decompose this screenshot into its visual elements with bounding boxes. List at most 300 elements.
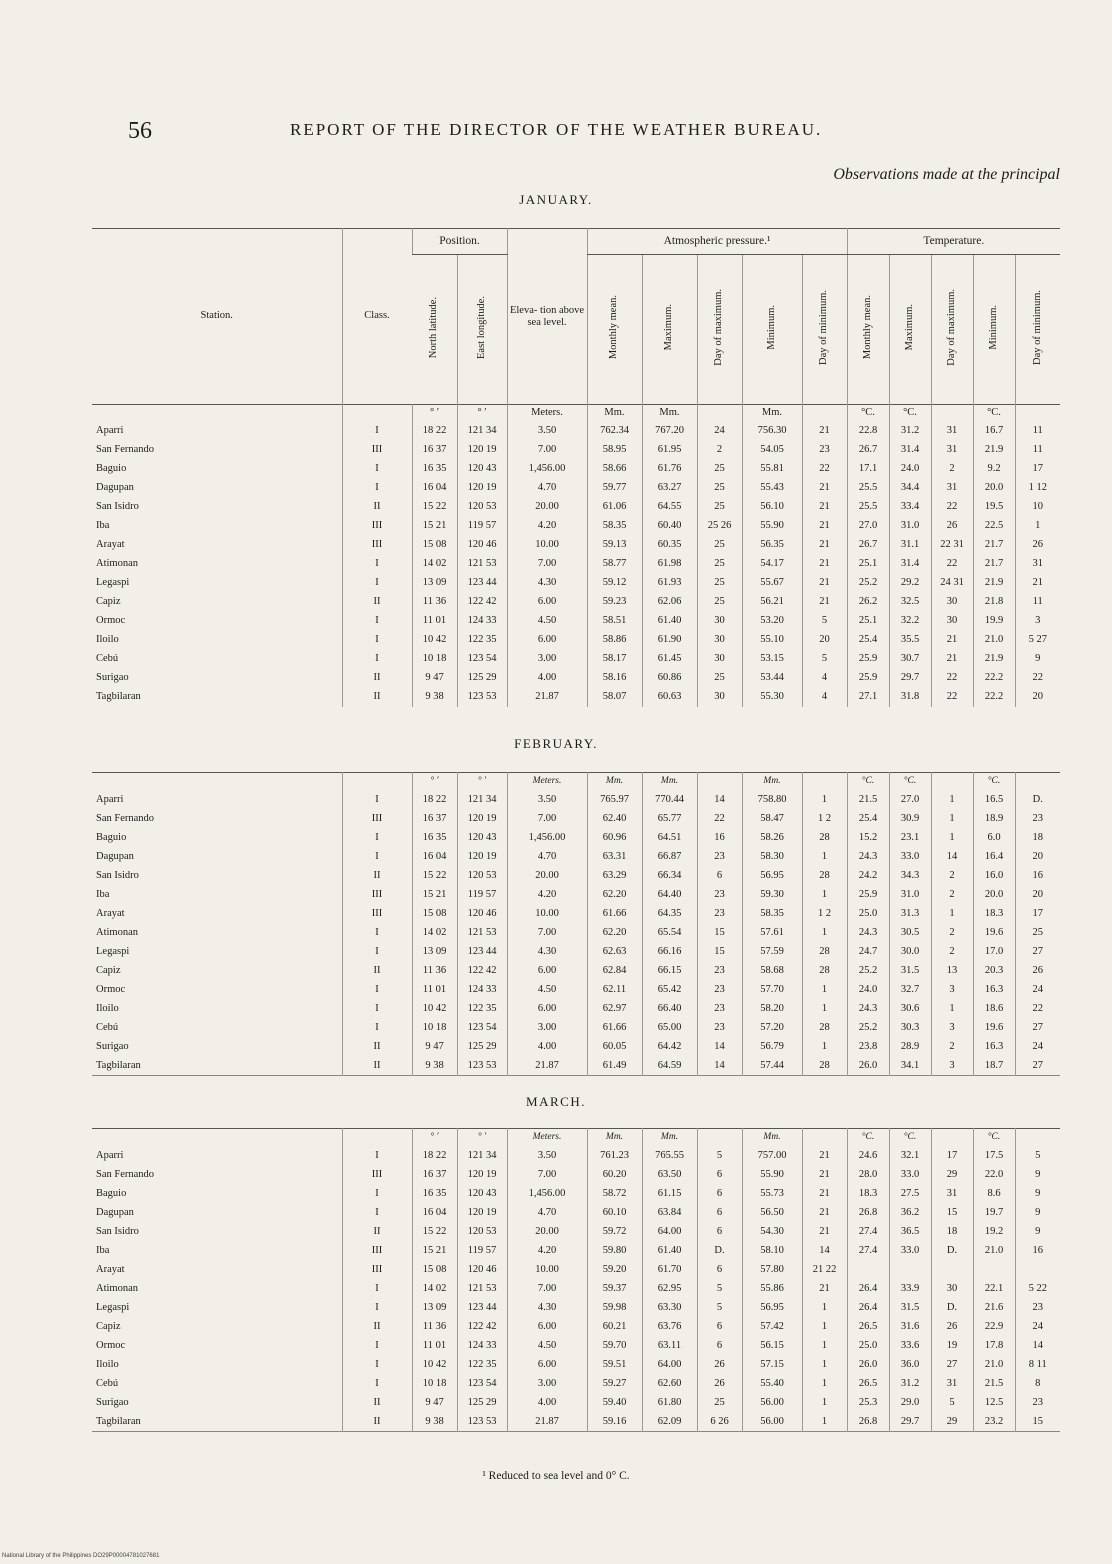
unit-cell	[342, 1129, 412, 1147]
pressure-monthly-mean-cell: 761.23	[587, 1147, 642, 1166]
temperature-monthly-mean-cell: 24.3	[847, 848, 889, 867]
station-cell: Tagbilaran	[96, 1415, 141, 1427]
north-latitude-cell: 15 21	[412, 1242, 457, 1261]
temperature-day-of-minimum-cell: 25	[1015, 924, 1060, 943]
station-cell: Dagupan	[96, 1206, 134, 1218]
table-row	[92, 1299, 1060, 1318]
pressure-maximum-cell: 765.55	[642, 1147, 697, 1166]
footnote: ¹ Reduced to sea level and 0° C.	[482, 1470, 630, 1482]
table-row	[92, 1337, 1060, 1356]
north-latitude-cell: 15 22	[412, 1223, 457, 1242]
class-cell: I	[342, 848, 412, 867]
east-longitude-cell: 124 33	[457, 981, 507, 1000]
station-cell: Surigao	[96, 1396, 129, 1408]
pressure-day-of-minimum-cell: 21	[802, 1166, 847, 1185]
east-longitude-cell: 119 57	[457, 1242, 507, 1261]
temperature-maximum-cell: 35.5	[889, 631, 931, 650]
pressure-monthly-mean-cell: 62.63	[587, 943, 642, 962]
temperature-day-of-minimum-cell: 9	[1015, 1185, 1060, 1204]
pressure-minimum-cell: 55.40	[742, 1375, 802, 1394]
north-latitude-cell: 9 47	[412, 1394, 457, 1413]
temperature-day-of-minimum-cell: 8 11	[1015, 1356, 1060, 1375]
unit-cell	[342, 404, 412, 422]
temperature-maximum-cell: 30.0	[889, 943, 931, 962]
pressure-monthly-mean-cell: 59.23	[587, 593, 642, 612]
temperature-monthly-mean-cell: 28.0	[847, 1166, 889, 1185]
north-latitude-cell: 16 37	[412, 441, 457, 460]
temperature-day-of-minimum-cell: 8	[1015, 1375, 1060, 1394]
pressure-minimum-cell: 55.90	[742, 517, 802, 536]
station-cell: Legaspi	[96, 1301, 130, 1313]
pressure-monthly-mean-cell: 58.72	[587, 1185, 642, 1204]
temperature-minimum-cell: 21.0	[973, 631, 1015, 650]
elevation-cell: 4.00	[507, 669, 587, 688]
temperature-monthly-mean-cell: 23.8	[847, 1038, 889, 1057]
elevation-cell: 10.00	[507, 905, 587, 924]
north-latitude-cell: 14 02	[412, 924, 457, 943]
temperature-maximum-cell: 31.3	[889, 905, 931, 924]
temperature-day-of-maximum-cell: 17	[931, 1147, 973, 1166]
pressure-minimum-cell: 756.30	[742, 422, 802, 441]
pressure-minimum-cell: 57.20	[742, 1019, 802, 1038]
pressure-day-of-maximum-cell: 6	[697, 1166, 742, 1185]
pressure-day-of-maximum-cell: 23	[697, 1000, 742, 1019]
table-row	[92, 1019, 1060, 1038]
pressure-monthly-mean-cell: 59.51	[587, 1356, 642, 1375]
temperature-monthly-mean-cell: 27.4	[847, 1223, 889, 1242]
station-cell: Atimonan	[96, 926, 138, 938]
pressure-day-of-minimum-cell: 21	[802, 1223, 847, 1242]
north-latitude-cell: 16 35	[412, 829, 457, 848]
temperature-day-of-maximum-cell: 14	[931, 848, 973, 867]
table-row	[92, 1166, 1060, 1185]
unit-cell: °C.	[889, 1129, 931, 1147]
temperature-maximum-cell: 23.1	[889, 829, 931, 848]
unit-cell: ° ′	[457, 1129, 507, 1147]
pressure-minimum-cell: 757.00	[742, 1147, 802, 1166]
pressure-maximum-cell: 66.15	[642, 962, 697, 981]
temperature-day-of-minimum-cell: 27	[1015, 1019, 1060, 1038]
pressure-day-of-maximum-cell: 26	[697, 1356, 742, 1375]
elevation-header: Eleva- tion above sea level.	[507, 229, 587, 405]
pressure-minimum-cell: 58.47	[742, 810, 802, 829]
station-cell: Baguio	[96, 463, 127, 475]
table-row	[92, 924, 1060, 943]
running-head: REPORT OF THE DIRECTOR OF THE WEATHER BUREAU.	[290, 120, 823, 139]
temperature-day-of-maximum-cell: 31	[931, 1185, 973, 1204]
unit-cell: Mm.	[587, 404, 642, 422]
temperature-minimum-cell: 19.5	[973, 498, 1015, 517]
temperature-day-of-minimum-cell: 26	[1015, 536, 1060, 555]
east-longitude-header: East longitude.	[475, 295, 487, 359]
pressure-monthly-mean-cell: 58.66	[587, 460, 642, 479]
pressure-monthly-mean-cell: 59.80	[587, 1242, 642, 1261]
east-longitude-cell: 122 35	[457, 1000, 507, 1019]
pressure-minimum-cell: 59.30	[742, 886, 802, 905]
pressure-maximum-cell: 63.76	[642, 1318, 697, 1337]
north-latitude-cell: 18 22	[412, 791, 457, 810]
pressure-maximum-cell: 65.42	[642, 981, 697, 1000]
temperature-day-of-minimum-cell: 5 22	[1015, 1280, 1060, 1299]
temperature-monthly-mean-cell: 26.5	[847, 1375, 889, 1394]
pressure-day-of-minimum-cell: 5	[802, 650, 847, 669]
pressure-day-of-minimum-cell: 28	[802, 962, 847, 981]
unit-cell	[92, 404, 342, 422]
pressure-maximum-cell: 767.20	[642, 422, 697, 441]
pressure-monthly-mean-cell: 59.72	[587, 1223, 642, 1242]
unit-cell: °C.	[973, 773, 1015, 791]
temperature-day-of-minimum-cell: 11	[1015, 422, 1060, 441]
temperature-day-of-maximum-cell: 22	[931, 498, 973, 517]
pressure-monthly-mean-cell: 60.20	[587, 1166, 642, 1185]
elevation-cell: 6.00	[507, 962, 587, 981]
february-table	[92, 772, 1060, 1076]
north-latitude-cell: 16 35	[412, 1185, 457, 1204]
table-row	[92, 1185, 1060, 1204]
pressure-monthly-mean-cell: 61.66	[587, 1019, 642, 1038]
unit-cell: Mm.	[642, 404, 697, 422]
pressure-day-of-maximum-cell: 6	[697, 1185, 742, 1204]
pressure-day-of-maximum-cell: 2	[697, 441, 742, 460]
temperature-minimum-cell: 17.0	[973, 943, 1015, 962]
temperature-minimum-cell: 22.0	[973, 1166, 1015, 1185]
pressure-maximum-cell: 63.30	[642, 1299, 697, 1318]
unit-cell	[92, 773, 342, 791]
pressure-day-of-minimum-cell: 1	[802, 924, 847, 943]
temperature-maximum-cell	[889, 1261, 931, 1280]
temperature-day-of-minimum-cell: 16	[1015, 1242, 1060, 1261]
table-row	[92, 688, 1060, 707]
pressure-day-of-minimum-cell: 21 22	[802, 1261, 847, 1280]
temperature-day-of-maximum-cell: 22 31	[931, 536, 973, 555]
pressure-day-of-minimum-cell: 21	[802, 1185, 847, 1204]
temperature-monthly-mean-cell: 26.5	[847, 1318, 889, 1337]
table-row	[92, 1375, 1060, 1394]
temperature-monthly-mean-cell: 25.9	[847, 650, 889, 669]
pressure-day-of-minimum-cell: 21	[802, 1280, 847, 1299]
temperature-monthly-mean-cell: 26.8	[847, 1413, 889, 1432]
east-longitude-cell: 124 33	[457, 1337, 507, 1356]
pressure-day-of-maximum-cell: 6	[697, 1223, 742, 1242]
pressure-day-of-minimum-cell: 28	[802, 1019, 847, 1038]
pressure-day-of-maximum-cell: 26	[697, 1375, 742, 1394]
temperature-day-of-minimum-cell: 27	[1015, 1057, 1060, 1076]
pressure-maximum-cell: 65.77	[642, 810, 697, 829]
pressure-monthly-mean-cell: 59.40	[587, 1394, 642, 1413]
unit-cell	[1015, 404, 1060, 422]
pressure-day-of-minimum-cell: 1	[802, 1318, 847, 1337]
east-longitude-cell: 119 57	[457, 517, 507, 536]
pressure-day-of-minimum-cell: 21	[802, 555, 847, 574]
temperature-monthly-mean-cell: 25.4	[847, 810, 889, 829]
table-row	[92, 1147, 1060, 1166]
temperature-minimum-cell: 16.4	[973, 848, 1015, 867]
pressure-day-of-maximum-cell: 6	[697, 1261, 742, 1280]
temperature-monthly-mean-cell: 27.4	[847, 1242, 889, 1261]
class-cell: I	[342, 1204, 412, 1223]
class-cell: III	[342, 810, 412, 829]
pressure-maximum-cell: 61.76	[642, 460, 697, 479]
pressure-day-of-maximum-cell: 23	[697, 1019, 742, 1038]
table-row	[92, 1057, 1060, 1076]
unit-cell	[697, 1129, 742, 1147]
elevation-cell: 4.20	[507, 1242, 587, 1261]
pressure-monthly-mean-cell: 59.37	[587, 1280, 642, 1299]
pressure-maximum-cell: 61.80	[642, 1394, 697, 1413]
north-latitude-cell: 11 36	[412, 1318, 457, 1337]
pressure-maximum-cell: 62.95	[642, 1280, 697, 1299]
temperature-maximum-cell: 29.0	[889, 1394, 931, 1413]
temperature-day-of-maximum-cell: 26	[931, 517, 973, 536]
pressure-monthly-mean-cell: 61.49	[587, 1057, 642, 1076]
temperature-monthly-mean-cell: 25.9	[847, 669, 889, 688]
temperature-day-of-minimum-header: Day of minimum.	[1031, 289, 1043, 365]
station-cell: Iloilo	[96, 1358, 119, 1370]
elevation-cell: 4.50	[507, 1337, 587, 1356]
class-cell: I	[342, 981, 412, 1000]
unit-cell	[931, 773, 973, 791]
unit-cell	[931, 404, 973, 422]
north-latitude-cell: 9 47	[412, 669, 457, 688]
pressure-day-of-minimum-cell: 21	[802, 574, 847, 593]
temperature-day-of-minimum-cell: 26	[1015, 962, 1060, 981]
temperature-day-of-maximum-cell: D.	[931, 1242, 973, 1261]
east-longitude-cell: 123 44	[457, 574, 507, 593]
pressure-day-of-maximum-cell: 25	[697, 669, 742, 688]
pressure-maximum-cell: 66.16	[642, 943, 697, 962]
pressure-minimum-cell: 56.95	[742, 867, 802, 886]
pressure-day-of-minimum-cell: 21	[802, 1204, 847, 1223]
pressure-day-of-maximum-cell: 25	[697, 593, 742, 612]
class-cell: II	[342, 962, 412, 981]
north-latitude-cell: 11 01	[412, 1337, 457, 1356]
pressure-day-of-minimum-cell: 21	[802, 536, 847, 555]
station-cell: San Fernando	[96, 1168, 155, 1180]
temperature-day-of-minimum-cell: 3	[1015, 612, 1060, 631]
pressure-maximum-cell: 62.09	[642, 1413, 697, 1432]
elevation-cell: 6.00	[507, 1356, 587, 1375]
elevation-cell: 4.50	[507, 981, 587, 1000]
pressure-maximum-cell: 61.93	[642, 574, 697, 593]
pressure-day-of-minimum-cell: 1	[802, 1394, 847, 1413]
temperature-minimum-cell: 17.8	[973, 1337, 1015, 1356]
temperature-day-of-minimum-cell: 11	[1015, 593, 1060, 612]
pressure-monthly-mean-header: Monthly mean.	[608, 295, 620, 360]
north-latitude-cell: 11 36	[412, 593, 457, 612]
pressure-day-of-minimum-cell: 28	[802, 943, 847, 962]
pressure-minimum-cell: 53.20	[742, 612, 802, 631]
pressure-minimum-cell: 56.50	[742, 1204, 802, 1223]
pressure-minimum-cell: 57.15	[742, 1356, 802, 1375]
class-cell: I	[342, 650, 412, 669]
pressure-minimum-cell: 55.90	[742, 1166, 802, 1185]
elevation-cell: 21.87	[507, 1413, 587, 1432]
temperature-minimum-cell: 20.3	[973, 962, 1015, 981]
north-latitude-cell: 15 08	[412, 905, 457, 924]
table-row	[92, 517, 1060, 536]
pressure-monthly-mean-cell: 58.86	[587, 631, 642, 650]
temperature-day-of-minimum-cell: 11	[1015, 441, 1060, 460]
east-longitude-cell: 120 53	[457, 867, 507, 886]
temperature-monthly-mean-cell: 26.0	[847, 1356, 889, 1375]
pressure-maximum-cell: 61.45	[642, 650, 697, 669]
temperature-maximum-cell: 31.5	[889, 1299, 931, 1318]
station-cell: Iloilo	[96, 634, 119, 646]
class-cell: I	[342, 574, 412, 593]
table-row	[92, 905, 1060, 924]
temperature-maximum-cell: 34.3	[889, 867, 931, 886]
temperature-maximum-cell: 31.2	[889, 1375, 931, 1394]
elevation-cell: 1,456.00	[507, 829, 587, 848]
temperature-maximum-cell: 31.0	[889, 886, 931, 905]
temperature-day-of-minimum-cell: 20	[1015, 886, 1060, 905]
pressure-day-of-maximum-cell: 25 26	[697, 517, 742, 536]
station-cell: San Isidro	[96, 1225, 139, 1237]
temperature-day-of-minimum-cell: 17	[1015, 460, 1060, 479]
elevation-cell: 10.00	[507, 1261, 587, 1280]
temperature-day-of-minimum-cell: 1	[1015, 517, 1060, 536]
temperature-monthly-mean-cell: 24.6	[847, 1147, 889, 1166]
page-number: 56	[128, 118, 152, 144]
pressure-day-of-maximum-cell: 25	[697, 574, 742, 593]
elevation-cell: 20.00	[507, 867, 587, 886]
station-cell: San Fernando	[96, 444, 155, 456]
temperature-monthly-mean-cell: 17.1	[847, 460, 889, 479]
north-latitude-cell: 15 21	[412, 886, 457, 905]
temperature-day-of-maximum-cell: 2	[931, 924, 973, 943]
temperature-day-of-maximum-cell: 30	[931, 593, 973, 612]
table-row	[92, 612, 1060, 631]
elevation-cell: 3.50	[507, 791, 587, 810]
temperature-minimum-cell: 16.3	[973, 981, 1015, 1000]
temperature-day-of-maximum-cell: 1	[931, 791, 973, 810]
temperature-day-of-maximum-cell: 1	[931, 810, 973, 829]
unit-cell: Mm.	[587, 1129, 642, 1147]
elevation-cell: 1,456.00	[507, 1185, 587, 1204]
elevation-cell: 3.00	[507, 1019, 587, 1038]
class-cell: III	[342, 517, 412, 536]
pressure-day-of-minimum-header: Day of minimum.	[818, 289, 830, 365]
north-latitude-header: North latitude.	[428, 296, 440, 359]
table-row	[92, 1204, 1060, 1223]
elevation-cell: 4.20	[507, 886, 587, 905]
elevation-cell: 20.00	[507, 1223, 587, 1242]
temperature-minimum-cell: 21.6	[973, 1299, 1015, 1318]
pressure-day-of-minimum-cell: 21	[802, 479, 847, 498]
pressure-day-of-maximum-cell: 25	[697, 498, 742, 517]
temperature-day-of-minimum-cell: 23	[1015, 1299, 1060, 1318]
elevation-cell: 1,456.00	[507, 460, 587, 479]
temperature-monthly-mean-cell: 18.3	[847, 1185, 889, 1204]
temperature-day-of-minimum-cell: 10	[1015, 498, 1060, 517]
elevation-cell: 6.00	[507, 593, 587, 612]
temperature-monthly-mean-cell: 25.3	[847, 1394, 889, 1413]
class-cell: I	[342, 924, 412, 943]
temperature-monthly-mean-cell: 15.2	[847, 829, 889, 848]
elevation-cell: 4.30	[507, 574, 587, 593]
pressure-monthly-mean-cell: 58.16	[587, 669, 642, 688]
north-latitude-cell: 9 38	[412, 1057, 457, 1076]
east-longitude-cell: 120 43	[457, 829, 507, 848]
march-table	[92, 1128, 1060, 1432]
temperature-monthly-mean-cell: 26.7	[847, 441, 889, 460]
temperature-maximum-cell: 31.5	[889, 962, 931, 981]
east-longitude-cell: 120 19	[457, 441, 507, 460]
temperature-monthly-mean-cell: 27.1	[847, 688, 889, 707]
pressure-maximum-cell: 60.35	[642, 536, 697, 555]
temperature-minimum-cell: 22.5	[973, 517, 1015, 536]
temperature-day-of-maximum-cell: 22	[931, 669, 973, 688]
temperature-day-of-maximum-cell: 31	[931, 479, 973, 498]
temperature-monthly-mean-cell: 25.4	[847, 631, 889, 650]
elevation-cell: 4.20	[507, 517, 587, 536]
pressure-day-of-minimum-cell: 23	[802, 441, 847, 460]
elevation-cell: 7.00	[507, 1166, 587, 1185]
pressure-minimum-cell: 57.44	[742, 1057, 802, 1076]
temperature-monthly-mean-cell: 26.7	[847, 536, 889, 555]
station-cell: Surigao	[96, 672, 129, 684]
temperature-day-of-maximum-cell: 15	[931, 1204, 973, 1223]
pressure-maximum-cell: 64.00	[642, 1223, 697, 1242]
pressure-monthly-mean-cell: 58.95	[587, 441, 642, 460]
pressure-day-of-maximum-cell: 16	[697, 829, 742, 848]
pressure-day-of-maximum-cell: 6	[697, 1337, 742, 1356]
temperature-day-of-minimum-cell: 17	[1015, 905, 1060, 924]
pressure-minimum-cell: 58.10	[742, 1242, 802, 1261]
class-cell: II	[342, 593, 412, 612]
pressure-monthly-mean-cell: 58.07	[587, 688, 642, 707]
class-cell: I	[342, 829, 412, 848]
station-cell: Aparri	[96, 1149, 124, 1161]
temperature-day-of-maximum-cell: 31	[931, 422, 973, 441]
unit-cell: °C.	[889, 404, 931, 422]
north-latitude-cell: 11 36	[412, 962, 457, 981]
station-cell: San Isidro	[96, 501, 139, 513]
temperature-minimum-cell: 22.9	[973, 1318, 1015, 1337]
pressure-day-of-maximum-cell: 14	[697, 1057, 742, 1076]
temperature-header: Temperature.	[847, 229, 1060, 255]
table-row	[92, 498, 1060, 517]
pressure-monthly-mean-cell: 62.20	[587, 924, 642, 943]
temperature-day-of-maximum-cell: 21	[931, 650, 973, 669]
temperature-day-of-minimum-cell: 22	[1015, 1000, 1060, 1019]
station-cell: Ormoc	[96, 983, 126, 995]
north-latitude-cell: 15 08	[412, 1261, 457, 1280]
elevation-cell: 4.30	[507, 943, 587, 962]
pressure-day-of-maximum-cell: 30	[697, 688, 742, 707]
pressure-day-of-maximum-cell: 6 26	[697, 1413, 742, 1432]
temperature-day-of-maximum-cell: 22	[931, 688, 973, 707]
temperature-day-of-maximum-cell: 3	[931, 1019, 973, 1038]
pressure-day-of-minimum-cell: 21	[802, 593, 847, 612]
units-row	[92, 773, 1060, 791]
temperature-monthly-mean-cell: 26.8	[847, 1204, 889, 1223]
temperature-monthly-mean-cell: 26.4	[847, 1280, 889, 1299]
temperature-maximum-header: Maximum.	[904, 304, 916, 351]
station-cell: Legaspi	[96, 577, 130, 589]
station-cell: Cebú	[96, 653, 119, 665]
unit-cell: Meters.	[507, 404, 587, 422]
pressure-minimum-cell: 56.79	[742, 1038, 802, 1057]
temperature-day-of-maximum-cell: 2	[931, 943, 973, 962]
station-cell: Cebú	[96, 1377, 119, 1389]
station-cell: Aparri	[96, 425, 124, 437]
pressure-monthly-mean-cell: 59.16	[587, 1413, 642, 1432]
station-cell: Dagupan	[96, 850, 134, 862]
table-row	[92, 536, 1060, 555]
pressure-day-of-minimum-cell: 1	[802, 1038, 847, 1057]
temperature-maximum-cell: 29.7	[889, 669, 931, 688]
